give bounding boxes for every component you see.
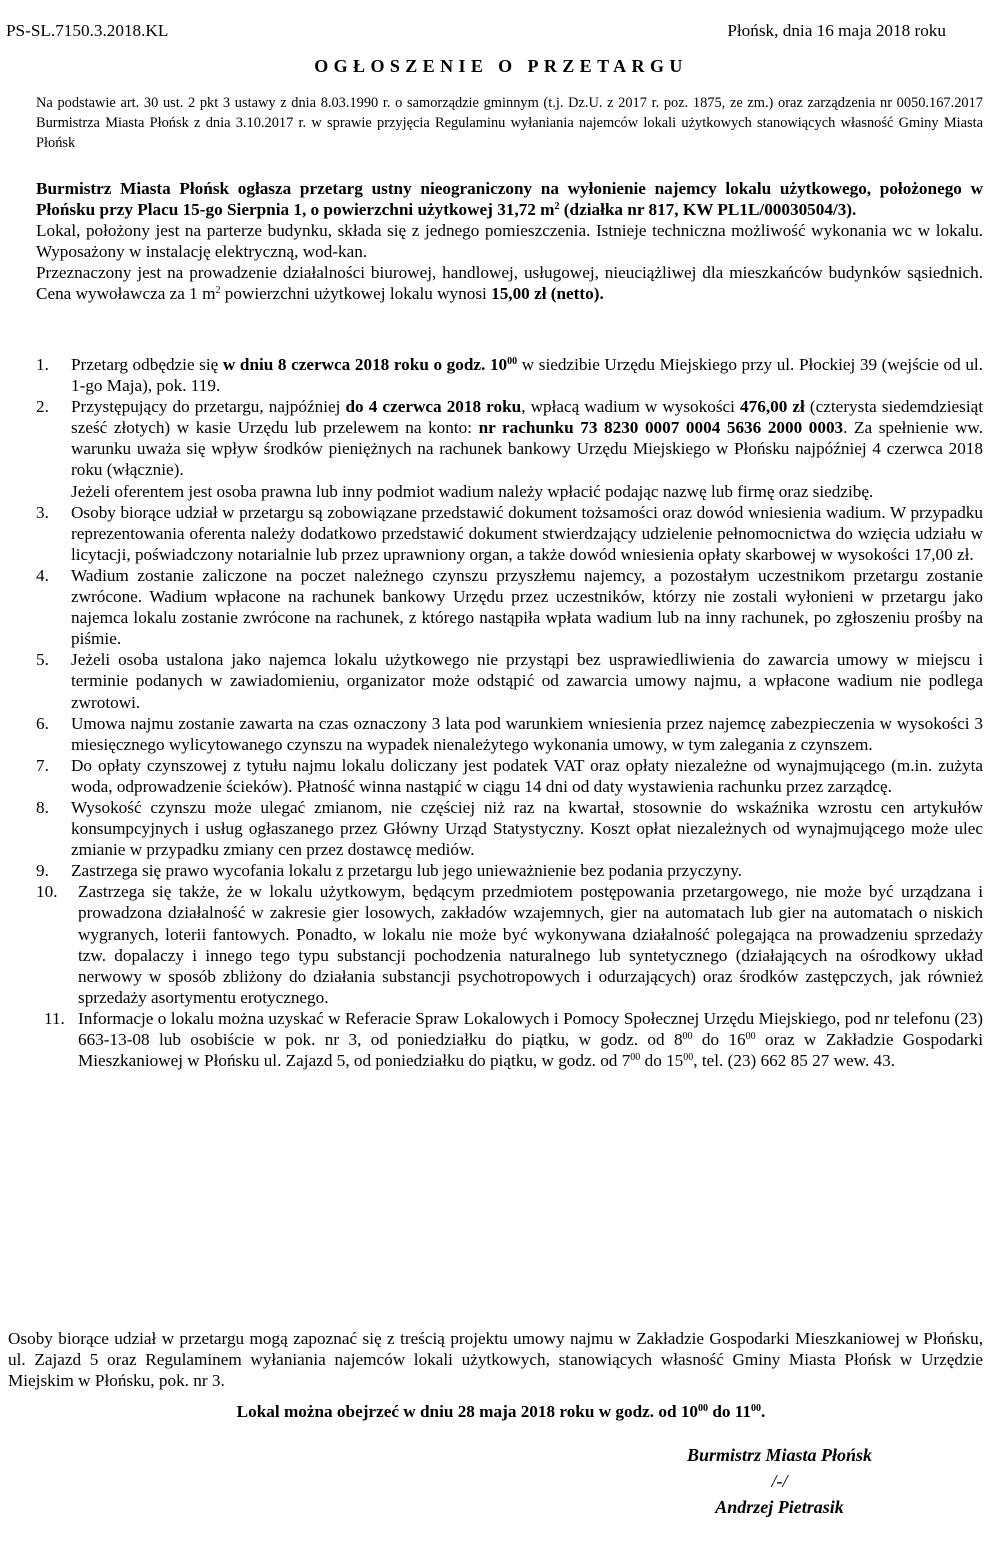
item-number: 8. <box>36 797 49 817</box>
closing-paragraph: Osoby biorące udział w przetargu mogą zapoznać się z treścią projektu umowy najmu w Zakładzie Gospodarki Mieszkaniowej w Płońsku, ul. Zajazd 5 oraz Regulaminem wyłaniania najemców lokali użytkowych, stanowiących własność Gminy Miasta Płońsk w Urzędzie Miejskim w Płońsku, pok. nr 3. <box>8 1329 983 1391</box>
item-bold: do 4 czerwca 2018 roku <box>345 397 522 417</box>
intro-bold-sup: 2 <box>554 201 560 213</box>
signature-block <box>687 1442 872 1520</box>
intro-paragraph-1: Lokal, położony jest na parterze budynku, składa się z jednego pomieszczenia. Istnieje techniczna możliwość wykonania wc w lokalu. Wyposażony w instalację elektryczną, wod-kan. <box>36 221 983 262</box>
document-title: OGŁOSZENIE O PRZETARGU <box>314 56 688 76</box>
item-text: Umowa najmu zostanie zawarta na czas oznaczony 3 lata pod warunkiem wniesienia przez najemcę zabezpieczenia w wysokości 3 miesięcznego wylicytowanego czynszu na wypadek nienależytego wykonania umowy, w tym zalegania z czynszem. <box>71 713 983 754</box>
item-number: 3. <box>36 502 49 522</box>
intro-paragraph-2 <box>36 262 983 304</box>
item-text: Przetarg odbędzie się <box>71 355 223 374</box>
viewing-info <box>0 1401 1002 1422</box>
item-text: Wysokość czynszu może ulegać zmianom, nie częściej niż raz na kwartał, stosownie do wskaźnika wzrostu cen artykułów konsumpcyjnych i usług ogłaszanego przez Główny Urząd Statystyczny. Koszt opłat niezależnych od wynajmującego może ulec zmianie w przypadku zmiany cen przez dostawcę mediów. <box>71 797 983 860</box>
intro-p2-sup: 2 <box>215 285 221 297</box>
item-text: Osoby biorące udział w przetargu są zobowiązane przedstawić dokument tożsamości oraz dowód wniesienia wadium. W przypadku reprezentowania oferenta należy dodatkowo przedstawić dokument stwierdzający udzielenie pełnomocnictwa do wzięcia udziału w licytacji, poświadczony notarialnie lub przez uprawniony organ, a także dowód wniesienia opłaty skarbowej w wysokości 17,00 zł. <box>71 502 983 564</box>
item-text: , wpłacą wadium w wysokości <box>521 397 741 417</box>
intro-price: 15,00 zł (netto). <box>491 284 604 304</box>
item-text: Przystępujący do przetargu, najpóźniej <box>71 397 346 417</box>
item-number: 11. <box>44 1008 65 1028</box>
intro-p2-text-b: powierzchni użytkowej lokalu wynosi <box>220 284 492 304</box>
item-text: Wadium zostanie zaliczone na poczet należnego czynszu przyszłemu najemcy, a pozostałym uczestnikom przetargu zostanie zwrócone. Wadium wpłacone na rachunek bankowy Urzędu przez uczestników, którzy nie zostali wyłonieni w przetargu jako najemca lokalu zostanie zwrócone na rachunek, z którego nastąpiła wpłata wadium lub na inny rachunek, po zgłoszeniu prośby na piśmie. <box>71 565 983 649</box>
item-number: 5. <box>36 650 49 670</box>
item-number: 10. <box>36 882 58 902</box>
list-item <box>0 502 983 565</box>
item-text: Jeżeli oferentem jest osoba prawna lub inny podmiot wadium należy wpłacić podając nazwę lub firmę oraz siedzibę. <box>71 481 874 501</box>
item-sup: 00 <box>507 356 518 367</box>
item-sup: 00 <box>683 1052 694 1064</box>
item-text: Do opłaty czynszowej z tytułu najmu lokalu doliczany jest podatek VAT oraz opłaty niezależne od wynajmującego (m.in. zużyta woda, odprowadzenie ścieków). Płatność winna nastąpić w ciągu 14 dni od daty wystawienia rachunku przez zarządcę. <box>71 755 983 796</box>
list-item <box>0 1008 983 1071</box>
place-date: Płońsk, dnia 16 maja 2018 roku <box>727 21 946 40</box>
list-item <box>0 565 983 649</box>
item-text: Zastrzega się prawo wycofania lokalu z przetargu lub jego unieważnienie bez podania przyczyny. <box>71 861 742 881</box>
item-number: 1. <box>36 355 49 374</box>
list-item <box>0 860 983 881</box>
item-text: w siedzibie Urzędu Miejskiego przy ul. Płockiej 39 (wejście od ul. 1-go Maja), pok. 119. <box>71 355 983 396</box>
intro-bold-paragraph <box>36 178 983 220</box>
intro-p2-text: Przeznaczony jest na prowadzenie działalności biurowej, handlowej, usługowej, nieuciążliwej dla mieszkańców budynków sąsiednich. Cena wywoławcza za 1 m <box>36 263 983 304</box>
item-sup: 00 <box>630 1052 641 1064</box>
signature-title: Burmistrz Miasta Płońsk <box>686 1445 872 1465</box>
item-number: 9. <box>36 861 49 881</box>
item-number: 4. <box>36 565 49 585</box>
item-text: Jeżeli osoba ustalona jako najemca lokalu użytkowego nie przystąpi bez usprawiedliwienia do zawarcia umowy w miejscu i terminie podanych w zawiadomieniu, organizator może odstąpić od zawarcia umowy najmu, a wpłacone wadium nie podlega zwrotowi. <box>71 650 983 712</box>
intro-bold-text: Burmistrz Miasta Płońsk ogłasza przetarg ustny nieograniczony na wyłonienie najemcy lokalu użytkowego, położonego w Płońsku przy Placu 15-go Sierpnia 1, o powierzchni użytkowej 31,72 m <box>36 179 983 220</box>
item-text: oraz w Zakładzie Gospodarki Mieszkaniowej w Płońsku ul. Zajazd 5, od poniedziałku do piątku, w godz. od 7 <box>78 1030 984 1071</box>
item-text: do 16 <box>692 1030 746 1049</box>
legal-basis: Na podstawie art. 30 ust. 2 pkt 3 ustawy z dnia 8.03.1990 r. o samorządzie gminnym (t.j. Dz.U. z 2017 r. poz. 1875, ze zm.) oraz zarządzenia nr 0050.167.2017 Burmistrza Miasta Płońsk z dnia 3.10.2017 r. w sprawie przyjęcia Regulaminu wyłaniania najemców lokali użytkowych stanowiących własność Gminy Miasta Płońsk <box>36 95 983 151</box>
list-item <box>0 797 983 860</box>
item-text: do 15 <box>640 1051 684 1071</box>
viewing-sup: 00 <box>751 1403 762 1414</box>
item-bold: w dniu 8 czerwca 2018 roku o godz. 10 <box>222 355 508 374</box>
list-item <box>0 649 983 712</box>
viewing-text: . <box>761 1402 766 1421</box>
reference-number: PS-SL.7150.3.2018.KL <box>6 21 169 40</box>
viewing-text: Lokal można obejrzeć w dniu 28 maja 2018 roku w godz. od 10 <box>236 1402 699 1421</box>
viewing-text: do 11 <box>708 1402 752 1421</box>
item-text: Zastrzega się także, że w lokalu użytkowym, będącym przedmiotem postępowania przetargowego, nie może być urządzana i prowadzona działalność w zakresie gier losowych, zakładów wzajemnych, gier na automatach lub gier na automatach o niskich wygranych, loterii fantowych. Ponadto, w lokalu nie może być wykonywana działalność polegająca na prowadzeniu sprzedaży tzw. dopalaczy i innego tego typu substancji pochodzenia naturalnego lub syntetycznego (działających na ośrodkowy układ nerwowy w sposób zbliżony do działania substancji psychotropowych i odurzających) oraz środków zastępczych, jak również sprzedaży asortymentu erotycznego. <box>78 882 983 1007</box>
list-item <box>0 881 983 1008</box>
list-item <box>0 713 983 755</box>
item-number: 6. <box>36 713 49 733</box>
item-text: . Za spełnienie ww. warunku uważa się wpływ środków pieniężnych na rachunek bankowy Urzędu Miejskiego w Płońsku najpóźniej 4 czerwca 2018 roku (włącznie). <box>71 418 983 480</box>
conditions-list <box>0 354 1002 1071</box>
item-bold: 476,00 zł <box>740 397 805 417</box>
list-item <box>0 396 983 501</box>
item-number: 7. <box>36 755 49 775</box>
signature-mark: /-/ <box>771 1471 788 1491</box>
list-item <box>0 755 983 797</box>
intro-section <box>36 178 983 305</box>
item-number: 2. <box>36 397 49 417</box>
viewing-sup: 00 <box>698 1403 709 1414</box>
account-number: nr rachunku 73 8230 0007 0004 5636 2000 0003 <box>478 418 844 438</box>
list-item <box>0 354 983 396</box>
item-sup: 00 <box>682 1031 693 1042</box>
item-text: Informacje o lokalu można uzyskać w Referacie Spraw Lokalowych i Pomocy Społecznej Urzędu Miejskiego, pod nr telefonu (23) 663-13-08 lub osobiście w pok. nr 3, od poniedziałku do piątku, w godz. od 8 <box>78 1008 983 1049</box>
intro-bold-end: (działka nr 817, KW PL1L/00030504/3). <box>559 200 857 220</box>
item-text: (czterysta siedemdziesiąt sześć złotych) w kasie Urzędu lub przelewem na konto: <box>71 397 984 438</box>
signature-name: Andrzej Pietrasik <box>715 1497 844 1517</box>
item-text: , tel. (23) 662 85 27 wew. 43. <box>693 1051 896 1071</box>
item-sup: 00 <box>745 1031 756 1042</box>
